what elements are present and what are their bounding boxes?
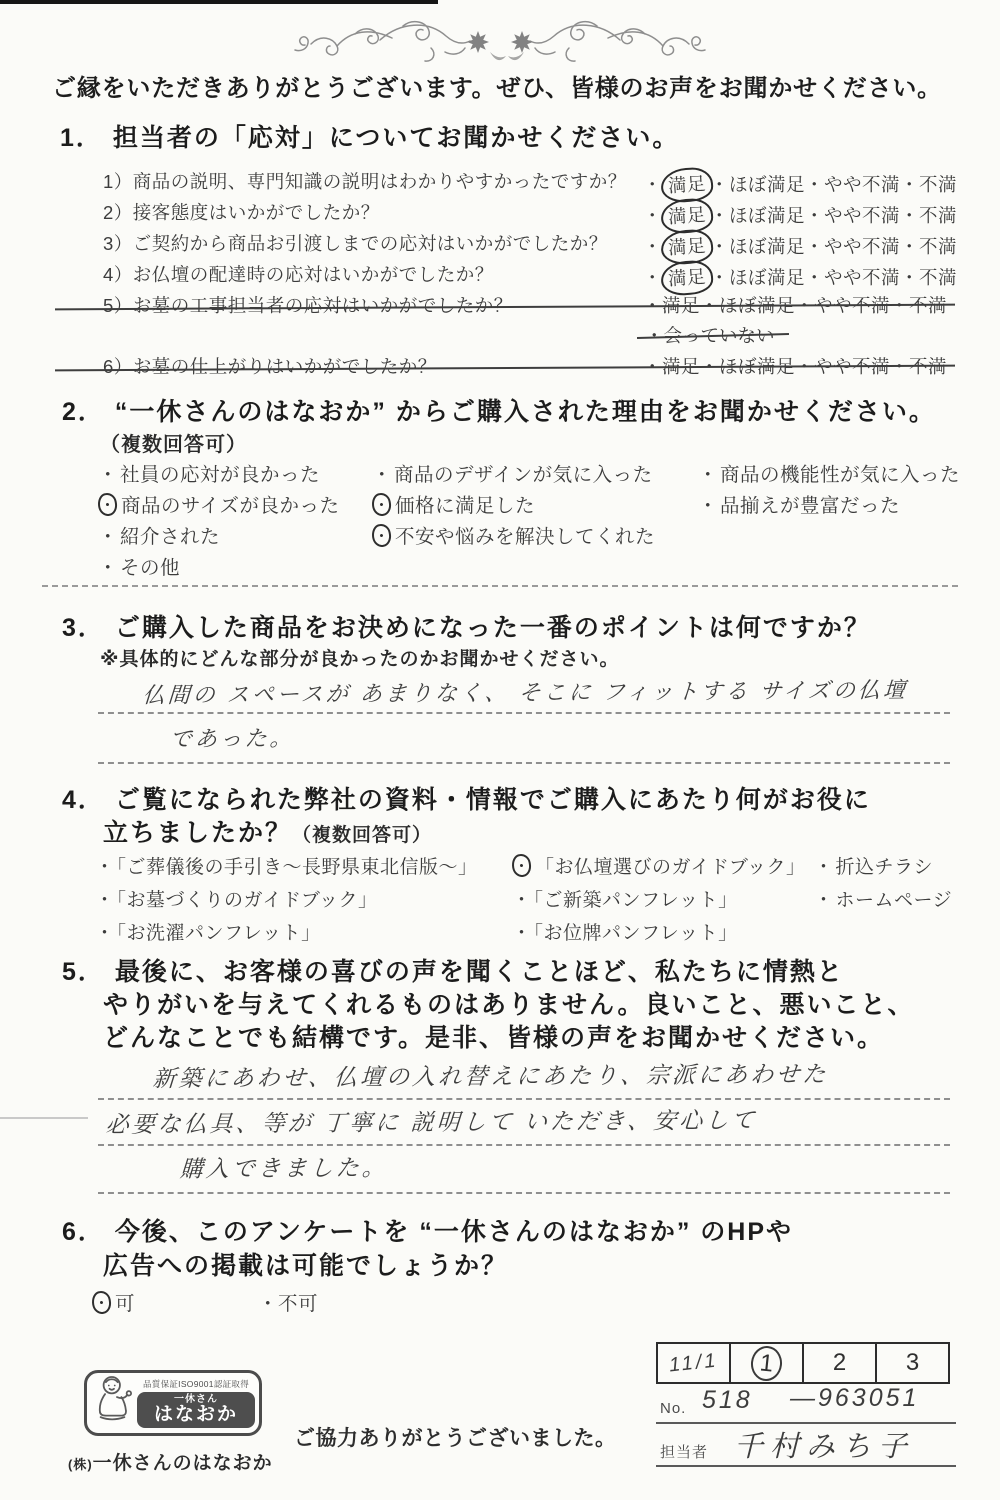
grading-cell-1-circled xyxy=(729,1344,802,1382)
circled-rating-satisfied: 満足 xyxy=(660,197,714,235)
q2-heading xyxy=(62,392,936,428)
staff-underline xyxy=(656,1465,956,1467)
q4-column-3 xyxy=(814,852,952,918)
grading-cell-3: 3 xyxy=(875,1344,948,1382)
q6-number: 6． xyxy=(62,1218,105,1246)
grading-cell-date xyxy=(658,1344,729,1382)
rating-options-rest: ・ほぼ満足・やや不満・不満 xyxy=(710,267,958,288)
handwritten-selection-circle xyxy=(90,1290,113,1316)
rating-options-rest: ・ほぼ満足・やや不満・不満 xyxy=(710,174,958,195)
bullet: ・ xyxy=(814,890,834,911)
q2-option-label: 商品のデザインが気に入った xyxy=(394,464,653,486)
q1-question-4: 4）お仏壇の配達時の応対はいかがでしたか？ xyxy=(103,264,494,285)
q2-option-label: 紹介された xyxy=(120,526,221,548)
no-label: No. xyxy=(660,1400,687,1417)
q3-answer-line-1 xyxy=(98,676,950,714)
q6-option-no: ・不可 xyxy=(258,1293,319,1315)
handwritten-answer: であった。 xyxy=(169,725,296,752)
handwritten-circle-mark xyxy=(749,1344,783,1382)
q2-option-label: 商品の機能性が気に入った xyxy=(720,464,961,486)
bullet: ・ xyxy=(698,495,719,517)
q1-ratings-3 xyxy=(643,230,957,264)
decorative-flourish xyxy=(285,14,715,66)
q1-ratings-4 xyxy=(643,261,957,295)
q1-question-3: 3）ご契約から商品お引渡しまでの応対はいかがでしたか？ xyxy=(103,233,608,254)
q4-option xyxy=(512,885,806,918)
brand-name-top: 一休さん xyxy=(174,1394,218,1405)
q4-heading-text-1: ご覧になられた弊社の資料・情報でご購入にあたり何がお役に xyxy=(114,786,871,814)
q4-option-label: 「お位牌パンフレット」 xyxy=(533,923,738,944)
bullet: ・ xyxy=(643,267,663,288)
bullet: ・ xyxy=(372,464,393,486)
q1-not-met-option-struck: ・会っていない xyxy=(645,322,775,348)
q3-heading-text: ご購入した商品をお決めになった一番のポイントは何ですか？ xyxy=(114,614,871,642)
q1-row-6-struck xyxy=(103,353,963,383)
company-logo xyxy=(84,1370,262,1436)
q4-number: 4． xyxy=(62,786,105,814)
q2-option xyxy=(698,490,960,521)
q2-column-3 xyxy=(698,459,960,521)
staff-label: 担当者 xyxy=(660,1444,709,1461)
q4-column-1 xyxy=(95,852,478,951)
q5-heading-line1 xyxy=(62,952,844,988)
q3-note: ※具体的にどんな部分が良かったのかお聞かせください。 xyxy=(100,649,620,670)
q1-number: 1． xyxy=(60,124,103,152)
handwritten-no-left: 518 xyxy=(702,1386,753,1414)
q2-option xyxy=(98,521,339,552)
q1-question-5: 5）お墓の工事担当者の応対はいかがでしたか？ xyxy=(103,295,513,316)
q1-ratings-6 xyxy=(643,353,947,379)
q5-number: 5． xyxy=(62,958,105,986)
q4-option-label: 「お洗濯パンフレット」 xyxy=(116,923,321,944)
handwritten-answer: 必要な仏具、等が 丁寧に 説明して いただき、安心して xyxy=(104,1106,759,1138)
greeting-text: ご縁をいただきありがとうございます。ぜひ、皆様のお声をお聞かせください。 xyxy=(52,75,942,102)
q2-note: （複数回答可） xyxy=(100,434,247,456)
q4-heading-text-2: 立ちましたか？ xyxy=(103,819,293,847)
q1-row-2 xyxy=(103,199,963,229)
q2-option-selected xyxy=(98,490,339,521)
bullet: ・ xyxy=(643,236,663,257)
grade-1: 1 xyxy=(758,1348,775,1377)
q6-option-yes-selected xyxy=(92,1288,135,1319)
bullet: ・ xyxy=(95,923,115,944)
q6-heading-line2: 広告への掲載は可能でしょうか？ xyxy=(103,1252,509,1280)
q1-ratings-5 xyxy=(643,292,947,318)
q6-heading-text-1: 今後、このアンケートを “一休さんのはなおか” のHPや xyxy=(114,1218,794,1246)
handwritten-answer: 新築にあわせ、仏壇の入れ替えにあたり、宗派にあわせた xyxy=(151,1060,830,1092)
rating-options-rest: ・ほぼ満足・やや不満・不満 xyxy=(710,205,958,226)
rating-options-rest: ・ほぼ満足・やや不満・不満 xyxy=(710,236,958,257)
q5-answer-line-3 xyxy=(98,1150,950,1194)
q4-heading-line1 xyxy=(62,780,871,816)
q2-number: 2． xyxy=(62,398,105,426)
bullet: ・ xyxy=(512,923,532,944)
q1-ratings-2 xyxy=(643,199,957,233)
q3-answer-line-2 xyxy=(98,722,950,764)
q5-heading-text-1: 最後に、お客様の喜びの声を聞くことほど、私たちに情熱と xyxy=(114,958,844,986)
q5-heading-line2: やりがいを与えてくれるものはありません。良いこと、悪いこと、 xyxy=(103,991,915,1019)
q4-heading-line2 xyxy=(103,813,432,849)
q2-option-label: 価格に満足した xyxy=(395,495,536,517)
q4-option-label: 「お墓づくりのガイドブック」 xyxy=(116,890,378,911)
q6-heading-line1 xyxy=(62,1212,793,1248)
circled-rating-satisfied: 満足 xyxy=(660,228,714,266)
q4-option xyxy=(95,918,478,951)
handwritten-answer: 仏間の スペースが あまりなく、 そこに フィットする サイズの仏壇 xyxy=(141,677,909,708)
q2-option xyxy=(372,459,655,490)
q1-question-2: 2）接客態度はいかがでしたか？ xyxy=(103,202,380,223)
handwritten-date: 11/1 xyxy=(667,1348,720,1377)
q2-heading-text: “一休さんのはなおか” からご購入された理由をお聞かせください。 xyxy=(114,398,936,426)
handwritten-selection-circle xyxy=(370,523,393,549)
q2-option xyxy=(698,459,960,490)
q2-option-label: 商品のサイズが良かった xyxy=(121,495,340,517)
q4-option-label: 「お仏壇選びのガイドブック」 xyxy=(535,857,806,878)
bullet: ・ xyxy=(512,890,532,911)
q1-ratings-1 xyxy=(643,168,957,202)
thanks-text: ご協力ありがとうございました。 xyxy=(294,1427,617,1450)
q1-row-1 xyxy=(103,168,963,198)
q5-answer-line-2 xyxy=(98,1104,950,1146)
iso-certification-text: 品質保証ISO9001認証取得 xyxy=(142,1379,250,1389)
q2-option-label: 不安や悩みを解決してくれた xyxy=(395,526,656,548)
bullet: ・ xyxy=(814,857,834,878)
brand-badge xyxy=(137,1392,255,1428)
bullet: ・ xyxy=(98,526,119,548)
q1-row-5-struck xyxy=(103,292,963,322)
q4-column-2 xyxy=(512,852,806,951)
q4-option-label: ホームページ xyxy=(835,890,953,911)
bullet: ・ xyxy=(98,464,119,486)
q4-option-label: 「ご新築パンフレット」 xyxy=(533,890,738,911)
q4-option xyxy=(95,885,478,918)
q1-question-6: 6）お墓の仕上がりはいかがでしたか？ xyxy=(103,356,437,377)
q5-heading-line3: どんなことでも結構です。是非、皆様の声をお聞かせください。 xyxy=(103,1024,885,1052)
handwritten-staff-name: 千村みち子 xyxy=(734,1431,915,1463)
scan-artifact-top xyxy=(0,0,438,4)
q6-yes-label: 可 xyxy=(115,1293,136,1315)
q1-question-1: 1）商品の説明、専門知識の説明はわかりやすかったですか？ xyxy=(103,171,627,192)
q2-option-selected xyxy=(372,490,655,521)
company-prefix: (株) xyxy=(68,1457,93,1472)
bullet: ・ xyxy=(643,174,663,195)
q4-option xyxy=(512,918,806,951)
grading-table xyxy=(656,1342,950,1384)
q2-option-label: 社員の応対が良かった xyxy=(120,464,321,486)
grading-cell-2: 2 xyxy=(802,1344,875,1382)
q1-row-4 xyxy=(103,261,963,291)
q1-heading-text: 担当者の「応対」についてお聞かせください。 xyxy=(112,124,680,152)
q2-option xyxy=(98,552,339,583)
q4-option-selected xyxy=(512,852,806,885)
bullet: ・ xyxy=(95,857,115,878)
rating-options-full: ・満足・ほぼ満足・やや不満・不満 xyxy=(643,356,948,377)
bullet: ・ xyxy=(95,890,115,911)
q4-option xyxy=(814,885,952,918)
q2-option xyxy=(98,459,339,490)
q4-option xyxy=(814,852,952,885)
flower-ornament xyxy=(462,26,537,60)
handwritten-selection-circle xyxy=(510,853,533,879)
q3-heading xyxy=(62,608,871,644)
handwritten-no-right: —963051 xyxy=(790,1384,920,1412)
q2-column-1 xyxy=(98,459,339,583)
q4-option-label: 折込チラシ xyxy=(835,857,934,878)
bullet: ・ xyxy=(698,464,719,486)
circled-rating-satisfied: 満足 xyxy=(660,259,714,297)
company-name-text: 一休さんのはなおか xyxy=(92,1453,273,1474)
q5-answer-line-1 xyxy=(98,1058,950,1100)
q1-row-3 xyxy=(103,230,963,260)
handwritten-selection-circle xyxy=(370,492,393,518)
q2-option-selected xyxy=(372,521,655,552)
q4-option-label: 「ご葬儀後の手引き～長野県東北信版～」 xyxy=(116,857,478,878)
q4-option xyxy=(95,852,478,885)
q2-option-label: 品揃えが豊富だった xyxy=(720,495,901,517)
scan-artifact-mid xyxy=(0,1117,88,1119)
section-divider xyxy=(42,585,958,587)
circled-rating-satisfied: 満足 xyxy=(660,166,714,204)
brand-name-main: はなおか xyxy=(153,1404,238,1425)
q3-number: 3． xyxy=(62,614,105,642)
q2-option-label: その他 xyxy=(120,557,181,579)
bullet: ・ xyxy=(643,205,663,226)
rating-options-full: ・満足・ほぼ満足・やや不満・不満 xyxy=(643,295,948,316)
monk-mascot-icon xyxy=(91,1374,137,1432)
handwritten-answer: 購入できました。 xyxy=(179,1154,389,1182)
company-name xyxy=(68,1448,273,1475)
q2-column-2 xyxy=(372,459,655,552)
handwritten-selection-circle xyxy=(96,492,119,518)
q4-note: （複数回答可） xyxy=(292,825,433,846)
bullet: ・ xyxy=(98,557,119,579)
q1-heading xyxy=(60,118,679,154)
